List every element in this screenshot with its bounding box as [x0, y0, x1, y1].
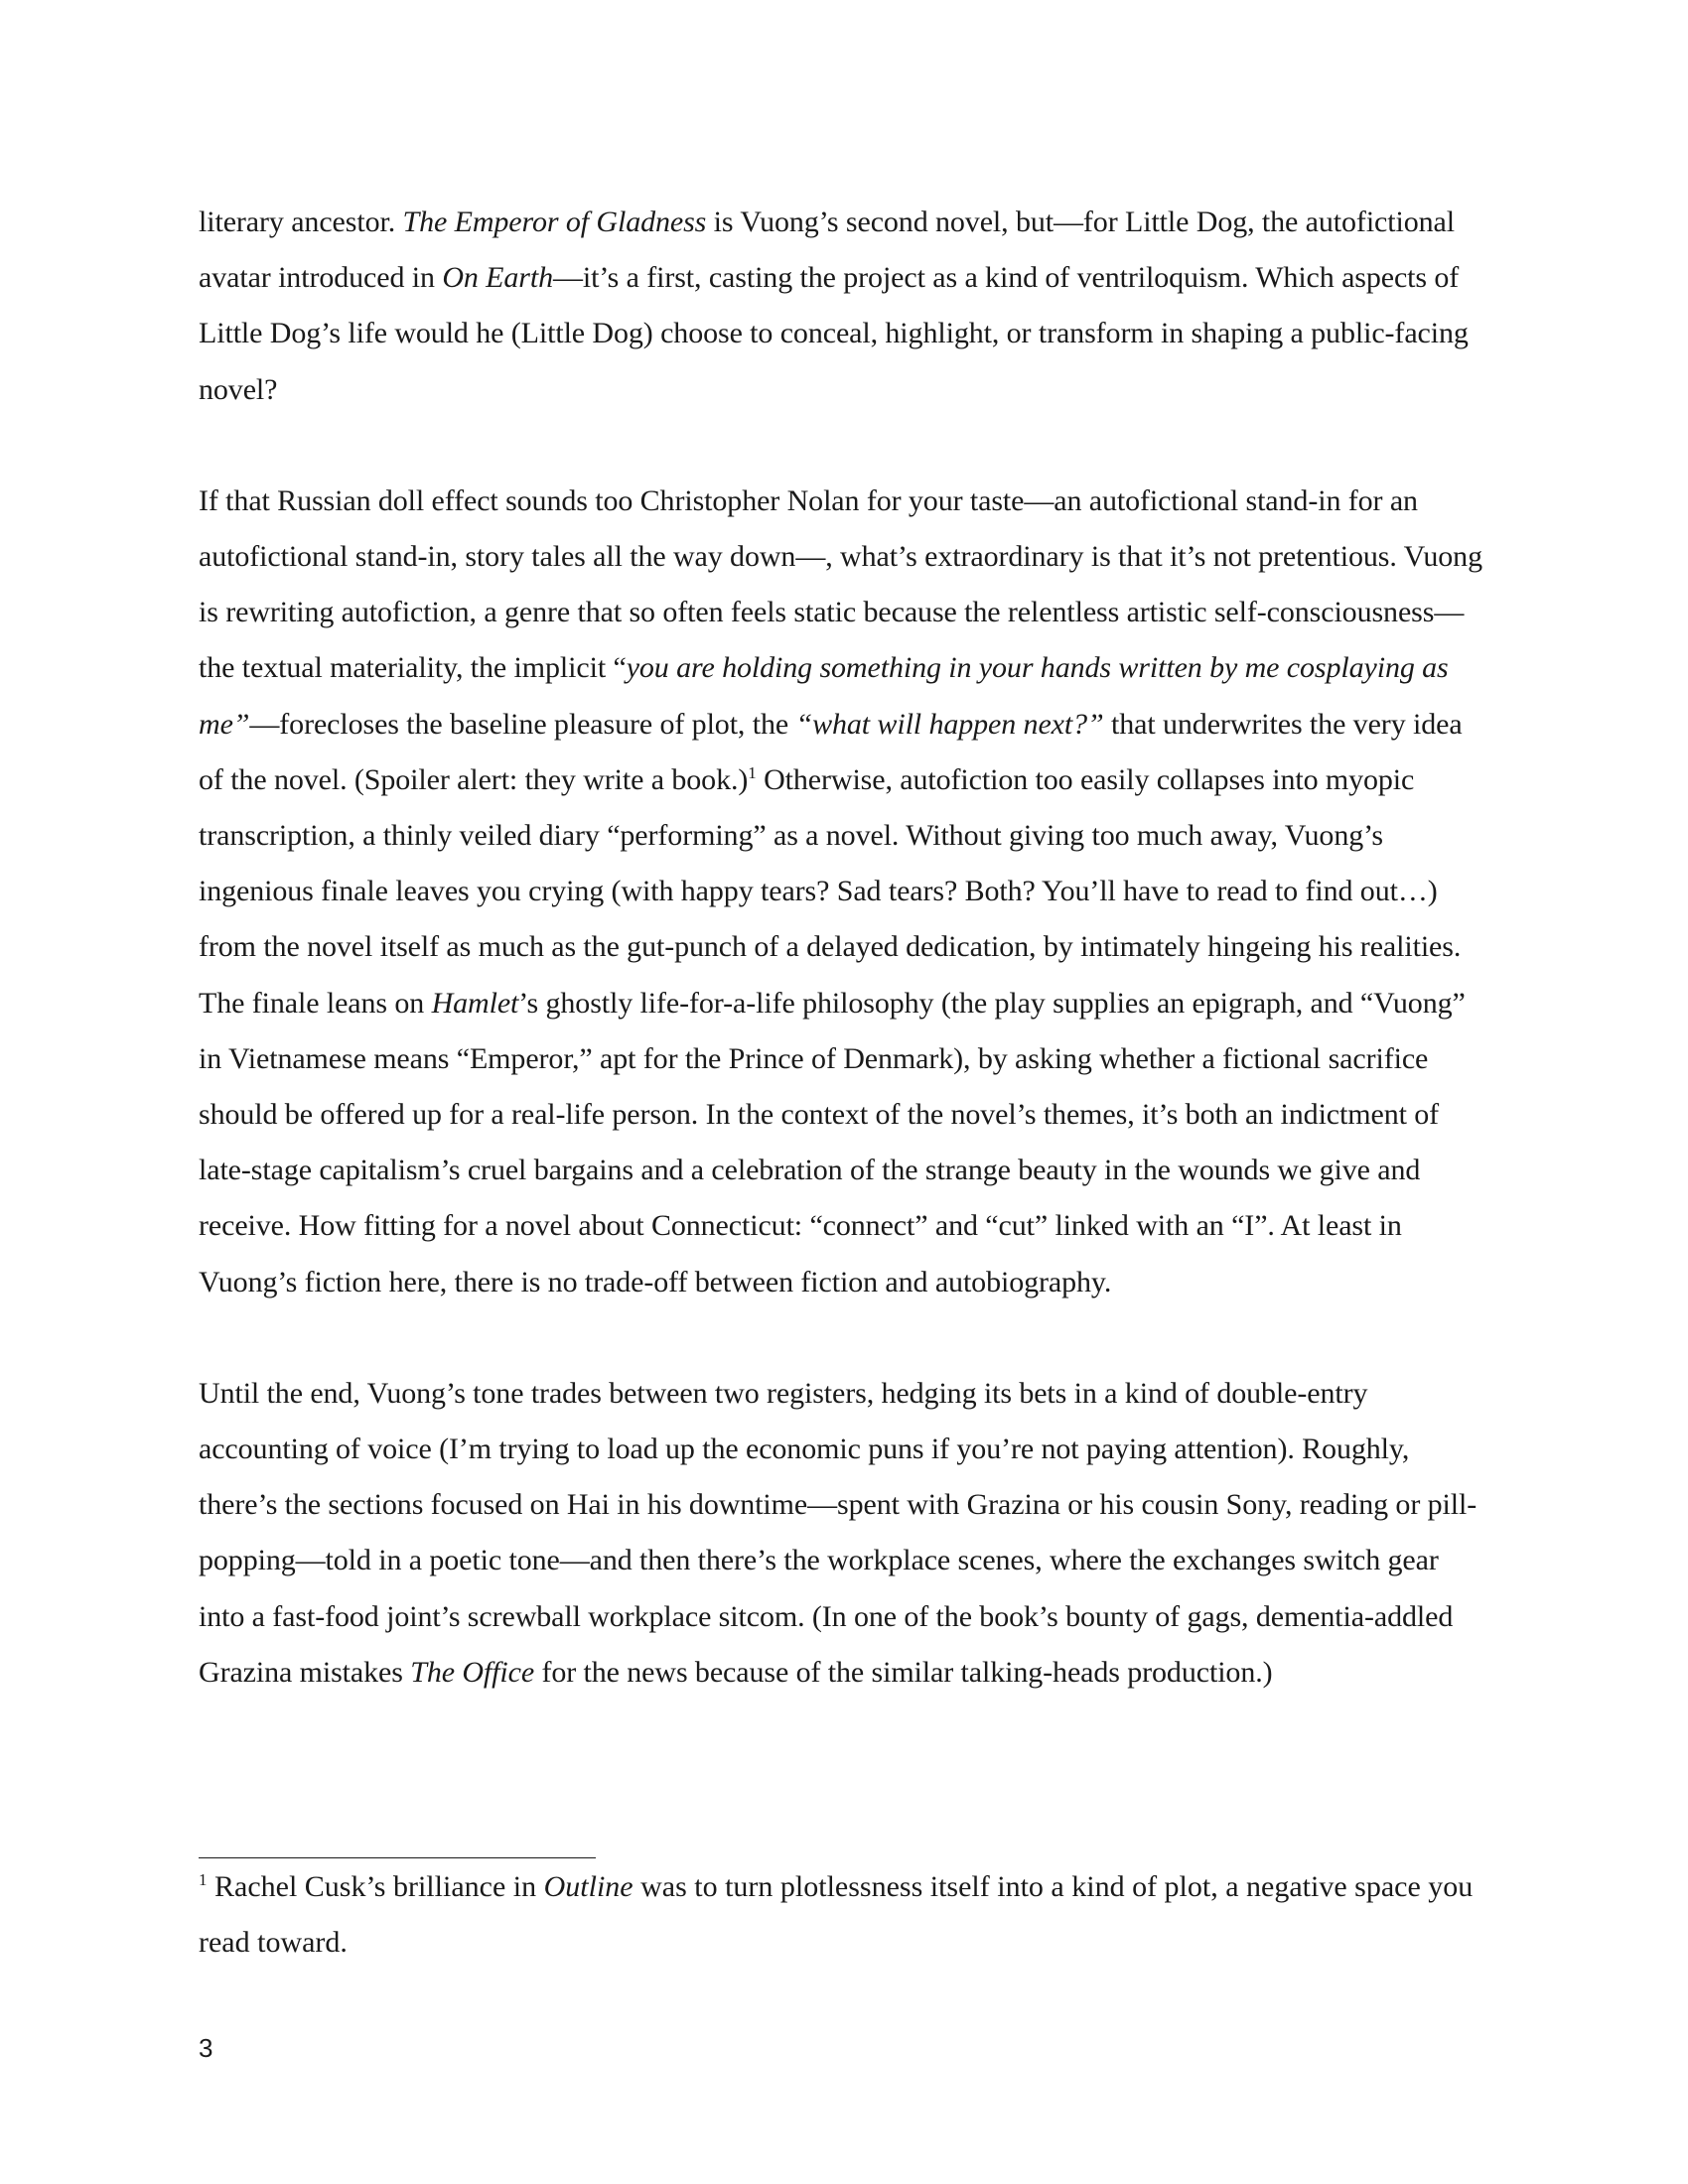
paragraph-spacer	[199, 1310, 1489, 1366]
book-title-on-earth: On Earth	[442, 261, 554, 295]
document-body	[199, 195, 1489, 1701]
footnote-separator	[199, 1857, 596, 1858]
italic-quote: “what will happen next?”	[795, 707, 1104, 741]
text-run: that underwrites the very idea of the novel. (Spoiler alert: they write a book.)	[199, 707, 1463, 796]
footnote-number: 1	[199, 1870, 208, 1889]
paragraph-2	[199, 474, 1489, 1310]
paragraph-1	[199, 195, 1489, 418]
text-run: literary ancestor.	[199, 205, 403, 238]
text-run: for the news because of the similar talking-heads production.)	[534, 1655, 1273, 1689]
text-run: Otherwise, autofiction too easily collapses into myopic transcription, a thinly veiled diary “performing” as a novel. Without giving too much away, Vuong’s ingenious finale leaves you crying (with happy tears? Sad tears? Both? You’ll have to read to find out…) from the novel itself as much as the gut-punch of a delayed dedication, by intimately hingeing his realities. The finale leans on	[199, 762, 1462, 1020]
text-run: was to turn plotlessness itself into a kind of plot, a negative space you read toward.	[199, 1870, 1474, 1960]
book-title-emperor-of-gladness: The Emperor of Gladness	[402, 205, 707, 238]
paragraph-spacer	[199, 418, 1489, 474]
text-run: ’s ghostly life-for-a-life philosophy (the play supplies an epigraph, and “Vuong” in Vietnamese means “Emperor,” apt for the Prince of Denmark), by asking whether a fictional sacrifice should be offered up for a real-life person. In the context of the novel’s themes, it’s both an indictment of late-stage capitalism’s cruel bargains and a celebration of the strange beauty in the wounds we give and receive. How fitting for a novel about Connecticut: “connect” and “cut” linked with an “I”. At least in Vuong’s fiction here, there is no trade-off between fiction and autobiography.	[199, 986, 1466, 1298]
book-title-outline: Outline	[543, 1870, 633, 1903]
text-run: Until the end, Vuong’s tone trades between two registers, hedging its bets in a kind of double-entry accounting of voice (I’m trying to load up the economic puns if you’re not paying attention). Roughly, there’s the sections focused on Hai in his downtime—spent with Grazina or his cousin Sony, reading or pill-popping—told in a poetic tone—and then there’s the workplace scenes, where the exchanges switch gear into a fast-food joint’s screwball workplace sitcom. (In one of the book’s bounty of gags, dementia-addled Grazina mistakes	[199, 1376, 1477, 1689]
footnote	[199, 1859, 1489, 1971]
text-run: —it’s a first, casting the project as a kind of ventriloquism. Which aspects of Little Dog’s life would he (Little Dog) choose to conceal, highlight, or transform in shaping a public-facing novel?	[199, 261, 1469, 406]
paragraph-3	[199, 1366, 1489, 1701]
italic-quote: you are holding something in your hands written by me cosplaying as me”	[199, 651, 1449, 741]
footnote-reference[interactable]: 1	[748, 762, 757, 782]
text-run: If that Russian doll effect sounds too Christopher Nolan for your taste—an autofictional stand-in for an autofictional stand-in, story tales all the way down—, what’s extraordinary is that it’s not pretentious. Vuong is rewriting autofiction, a genre that so often feels static because the relentless artistic self-consciousness—the textual materiality, the implicit “	[199, 483, 1482, 685]
play-title-hamlet: Hamlet	[431, 986, 519, 1020]
text-run: —forecloses the baseline pleasure of plot, the	[249, 707, 796, 741]
page-number: 3	[199, 2033, 213, 2063]
show-title-the-office: The Office	[410, 1655, 535, 1689]
text-run: is Vuong’s second novel, but—for Little Dog, the autofictional avatar introduced in	[199, 205, 1455, 295]
text-run: Rachel Cusk’s brilliance in	[207, 1870, 544, 1903]
